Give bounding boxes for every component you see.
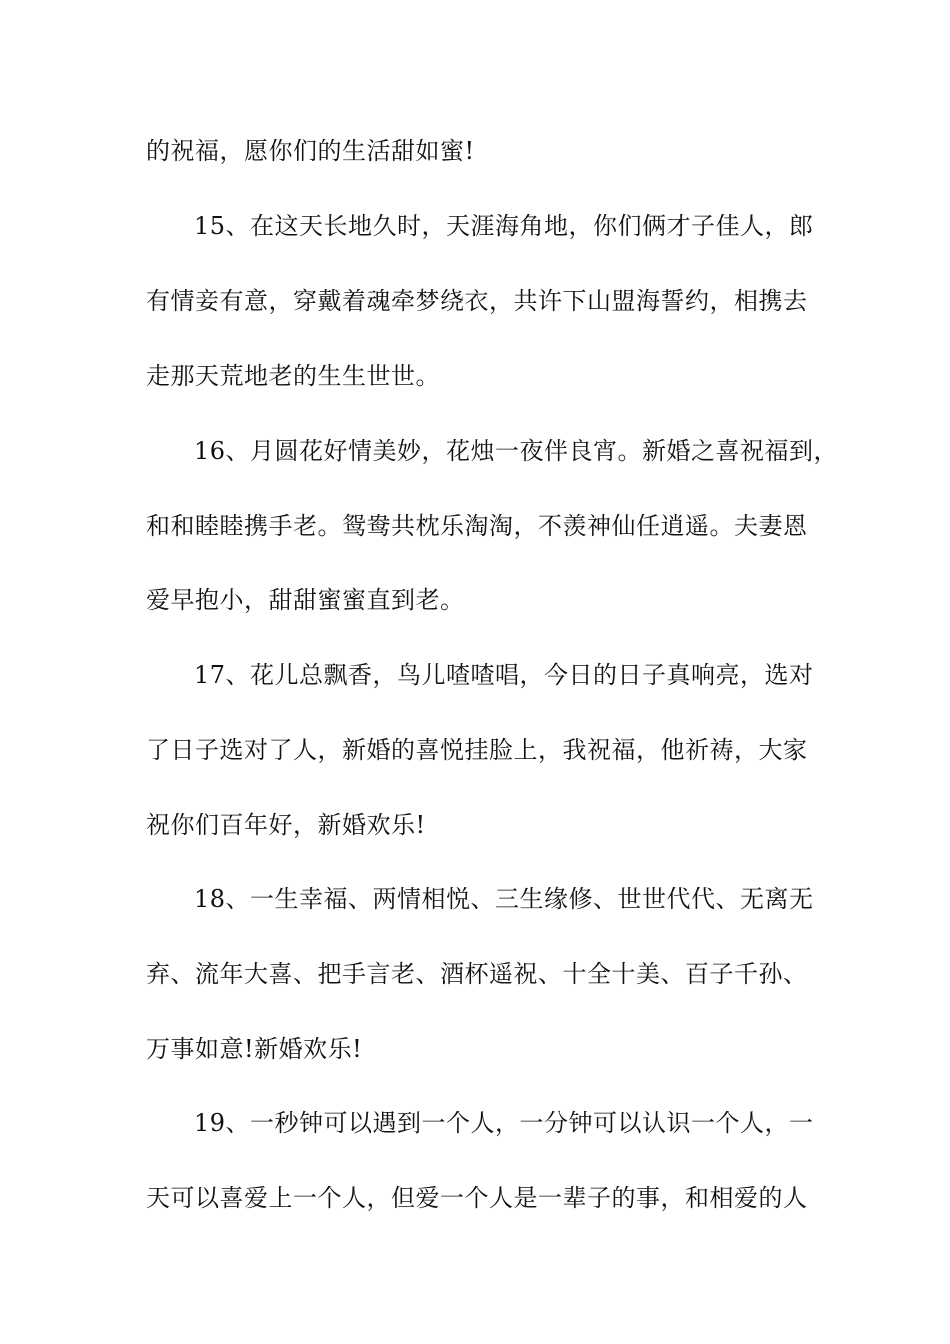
- text-line: 祝你们百年好，新婚欢乐!: [146, 811, 426, 839]
- text-line: 万事如意!新婚欢乐!: [146, 1035, 363, 1063]
- text-line: 的祝福，愿你们的生活甜如蜜!: [146, 137, 475, 165]
- text-line: 爱早抱小，甜甜蜜蜜直到老。: [146, 586, 465, 614]
- text-line: 和和睦睦携手老。鸳鸯共枕乐淘淘，不羡神仙任逍遥。夫妻恩: [146, 512, 808, 540]
- text-line: 弃、流年大喜、把手言老、酒杯遥祝、十全十美、百子千孙、: [146, 960, 808, 988]
- paragraph-16-line: 16、月圆花好情美妙，花烛一夜伴良宵。新婚之喜祝福到，: [194, 437, 839, 465]
- text-line: 天可以喜爱上一个人，但爱一个人是一辈子的事，和相爱的人: [146, 1184, 808, 1212]
- text-line: 走那天荒地老的生生世世。: [146, 362, 440, 390]
- text-line: 有情妾有意，穿戴着魂牵梦绕衣，共许下山盟海誓约，相携去: [146, 287, 808, 315]
- paragraph-18-line: 18、一生幸福、两情相悦、三生缘修、世世代代、无离无: [194, 885, 814, 913]
- paragraph-15-line: 15、在这天长地久时，天涯海角地，你们俩才子佳人，郎: [194, 212, 814, 240]
- paragraph-19-line: 19、一秒钟可以遇到一个人，一分钟可以认识一个人，一: [194, 1109, 814, 1137]
- paragraph-17-line: 17、花儿总飘香，鸟儿喳喳唱，今日的日子真响亮，选对: [194, 661, 814, 689]
- text-line: 了日子选对了人，新婚的喜悦挂脸上，我祝福，他祈祷，大家: [146, 736, 808, 764]
